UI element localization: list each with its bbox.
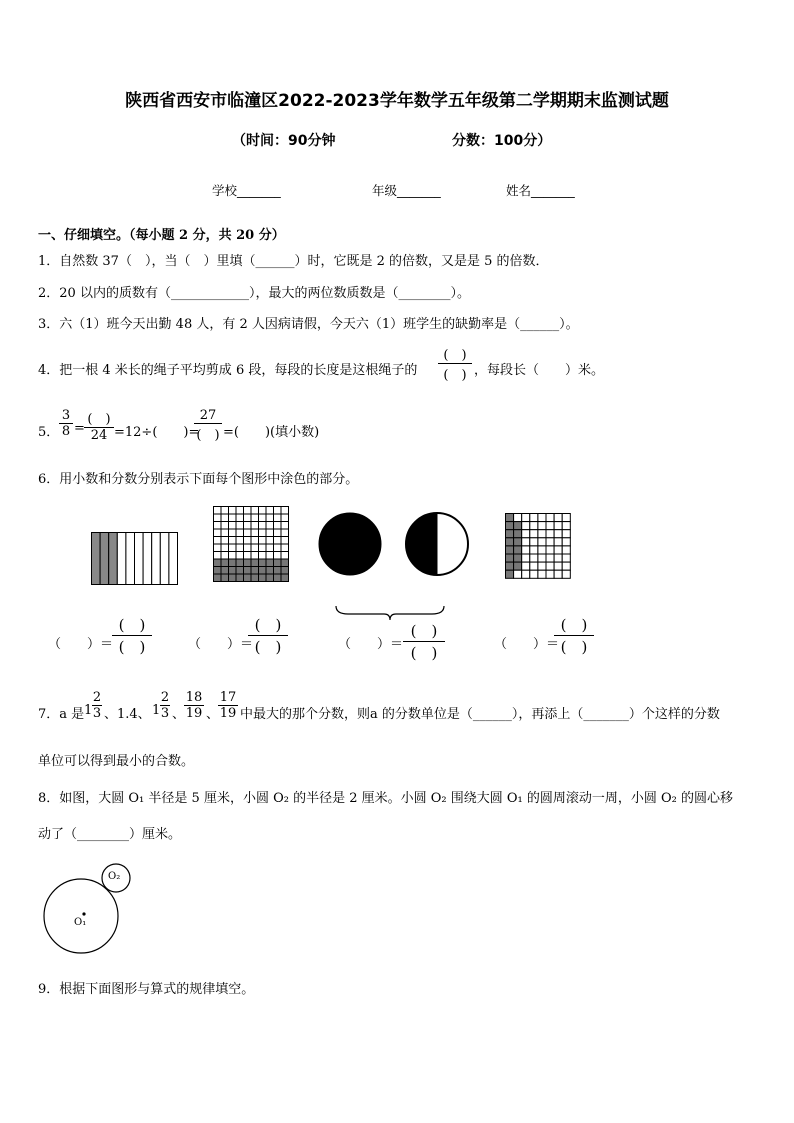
grid-cell	[538, 562, 546, 570]
fraction-den: 3	[160, 706, 170, 721]
answer-blank-1[interactable]: （ ）＝	[48, 637, 114, 652]
grid-cell	[221, 567, 229, 575]
grid-cell	[221, 559, 229, 567]
grid-cell	[538, 538, 546, 546]
grid-cell	[514, 522, 522, 530]
grid-figure-2	[505, 513, 571, 580]
q7-separator-1: 、1.4、	[104, 707, 151, 722]
grid-cell	[251, 552, 259, 560]
grid-cell	[514, 546, 522, 554]
grid-cell	[259, 552, 267, 560]
question-7-label: 7．a 是	[38, 707, 85, 722]
grid-cell	[274, 567, 282, 575]
grid-cell	[274, 559, 282, 567]
grid-cell	[236, 574, 244, 582]
grid-cell	[244, 544, 252, 552]
brace-icon	[334, 604, 446, 620]
grid-figure-1	[213, 506, 289, 582]
grid-cell	[251, 522, 259, 530]
fraction-den: 19	[219, 706, 237, 721]
grid-cell	[266, 544, 274, 552]
grid-cell	[266, 559, 274, 567]
fraction-den: ( )	[410, 644, 438, 662]
grid-cell	[562, 562, 570, 570]
grid-cell	[266, 574, 274, 582]
grid-cell	[221, 574, 229, 582]
grid-cell	[266, 567, 274, 575]
grid-cell	[554, 522, 562, 530]
grid-cell	[214, 529, 222, 537]
grid-cell	[546, 530, 554, 538]
grid-cell	[259, 544, 267, 552]
grid-cell	[274, 529, 282, 537]
grid-cell	[538, 522, 546, 530]
stripe-cell	[152, 533, 161, 585]
stripe-cell	[126, 533, 135, 585]
circles-diagram	[40, 858, 140, 962]
grid-cell	[562, 570, 570, 578]
grid-cell	[236, 514, 244, 522]
answer-blank-4[interactable]: （ ）＝	[494, 637, 560, 652]
grid-cell	[514, 514, 522, 522]
grid-cell	[229, 514, 237, 522]
grid-cell	[514, 570, 522, 578]
answer-fraction-4[interactable]	[554, 614, 594, 657]
grid-cell	[554, 538, 562, 546]
full-shaded-circle	[319, 513, 381, 575]
grid-cell	[259, 559, 267, 567]
grid-cell	[244, 537, 252, 545]
grid-cell	[229, 544, 237, 552]
question-9: 9．根据下面图形与算式的规律填空。	[38, 982, 255, 997]
grid-cell	[281, 522, 289, 530]
q7-fraction-2	[160, 690, 170, 721]
q5-tail: =( )(填小数)	[223, 425, 320, 440]
stripe-cell	[169, 533, 178, 585]
grid-cell	[266, 537, 274, 545]
q7-fraction-1	[92, 690, 102, 721]
grid-cell	[546, 546, 554, 554]
grid-cell	[522, 570, 530, 578]
grid-cell	[554, 554, 562, 562]
grid-cell	[546, 570, 554, 578]
grid-cell	[229, 529, 237, 537]
grid-cell	[281, 537, 289, 545]
grid-cell	[229, 537, 237, 545]
grid-cell	[259, 567, 267, 575]
fraction-den: 19	[185, 706, 203, 721]
grid-cell	[259, 514, 267, 522]
fraction-den: 24	[90, 428, 108, 443]
fraction-num: 17	[219, 690, 237, 705]
q5-fraction-2	[84, 408, 114, 443]
grid-cell	[266, 529, 274, 537]
grid-cell	[554, 570, 562, 578]
grid-cell	[538, 530, 546, 538]
q7-fraction-3	[184, 690, 204, 721]
grid-cell	[281, 559, 289, 567]
grid-cell	[274, 574, 282, 582]
half-shaded-circle-fill	[406, 513, 437, 575]
grid-cell	[506, 570, 514, 578]
grid-cell	[522, 554, 530, 562]
grid-cell	[506, 514, 514, 522]
grid-cell	[244, 514, 252, 522]
fraction-num: 18	[185, 690, 203, 705]
grid-cell	[251, 574, 259, 582]
grid-cell	[274, 522, 282, 530]
q5-fraction-3	[194, 408, 222, 443]
page-title: 陕西省西安市临潼区2022-2023学年数学五年级第二学期期末监测试题	[125, 91, 669, 111]
large-circle-o1	[44, 879, 118, 953]
grid-cell	[259, 507, 267, 515]
grid-cell	[244, 574, 252, 582]
grid-cell	[259, 537, 267, 545]
grid-cell	[214, 544, 222, 552]
grid-cell	[266, 522, 274, 530]
question-8-continued: 动了（________）厘米。	[38, 827, 182, 842]
stripe-cell	[160, 533, 169, 585]
grid-cell	[562, 538, 570, 546]
label-o1: O₁	[74, 917, 87, 928]
grid-cell	[214, 507, 222, 515]
circle-figures	[316, 512, 476, 578]
q5-middle: =12÷( )=	[114, 425, 200, 440]
grid-cell	[281, 507, 289, 515]
grid-cell	[562, 554, 570, 562]
grid-cell	[522, 538, 530, 546]
label-o2: O₂	[108, 871, 121, 882]
question-7-continued: 单位可以得到最小的合数。	[38, 754, 195, 769]
fraction-num: ( )	[254, 616, 282, 634]
fraction-den: ( )	[196, 428, 220, 443]
grid-cell	[554, 546, 562, 554]
q4-fraction	[438, 344, 472, 383]
fraction-den: 3	[92, 706, 102, 721]
grid-cell	[546, 514, 554, 522]
grid-cell	[251, 514, 259, 522]
grid-cell	[221, 552, 229, 560]
grid-cell	[214, 522, 222, 530]
grid-cell	[506, 522, 514, 530]
grid-cell	[236, 559, 244, 567]
grid-cell	[530, 530, 538, 538]
grid-cell	[506, 554, 514, 562]
q4-fraction-num: ( )	[443, 348, 467, 363]
q7-fraction-4	[218, 690, 238, 721]
grid-cell	[546, 538, 554, 546]
stripe-cell	[100, 533, 109, 585]
q5-equals: =	[74, 421, 85, 436]
grid-cell	[251, 544, 259, 552]
time-label: （时间：90分钟	[232, 133, 336, 149]
grid-cell	[229, 507, 237, 515]
fraction-num: ( )	[560, 616, 588, 634]
grid-cell	[530, 514, 538, 522]
grid-cell	[530, 546, 538, 554]
grid-cell	[214, 574, 222, 582]
grid-cell	[214, 567, 222, 575]
grid-cell	[281, 529, 289, 537]
grid-cell	[236, 537, 244, 545]
fraction-num: ( )	[410, 622, 438, 640]
score-label: 分数：100分）	[452, 133, 552, 149]
stripe-cell	[135, 533, 144, 585]
grid-cell	[530, 554, 538, 562]
fraction-num: 2	[92, 690, 102, 705]
grid-cell	[244, 522, 252, 530]
grid-cell	[274, 552, 282, 560]
answer-blank-3[interactable]: （ ）＝	[338, 637, 404, 652]
question-5-label: 5．	[38, 425, 60, 440]
q7-whole-2: 1	[152, 703, 161, 718]
grid-cell	[259, 574, 267, 582]
grid-cell	[251, 529, 259, 537]
grid-cell	[229, 567, 237, 575]
fraction-num: ( )	[87, 412, 111, 427]
grid-cell	[259, 529, 267, 537]
grid-cell	[562, 530, 570, 538]
question-4-text: 4．把一根 4 米长的绳子平均剪成 6 段，每段的长度是这根绳子的	[38, 363, 418, 378]
grid-cell	[214, 559, 222, 567]
grid-cell	[554, 530, 562, 538]
grid-cell	[546, 554, 554, 562]
grid-cell	[530, 538, 538, 546]
answer-blank-2[interactable]: （ ）＝	[188, 637, 254, 652]
grid-cell	[229, 552, 237, 560]
grid-cell	[538, 570, 546, 578]
grid-cell	[266, 552, 274, 560]
grid-cell	[522, 546, 530, 554]
fraction-den: ( )	[254, 638, 282, 656]
grid-cell	[530, 562, 538, 570]
grid-cell	[562, 514, 570, 522]
grid-cell	[546, 562, 554, 570]
fraction-den: ( )	[560, 638, 588, 656]
grid-cell	[281, 552, 289, 560]
grid-cell	[229, 559, 237, 567]
fraction-num: 27	[199, 408, 217, 423]
fraction-den: ( )	[118, 638, 146, 656]
grid-cell	[562, 522, 570, 530]
grid-cell	[274, 544, 282, 552]
grid-cell	[562, 546, 570, 554]
grid-cell	[522, 514, 530, 522]
grid-cell	[251, 567, 259, 575]
fraction-num: 2	[160, 690, 170, 705]
answer-fraction-1[interactable]	[112, 614, 152, 657]
grid-cell	[221, 514, 229, 522]
question-8: 8．如图，大圆 O₁ 半径是 5 厘米，小圆 O₂ 的半径是 2 厘米。小圆 O₂ 围绕大圆 O₁ 的圆周滚动一周，小圆 O₂ 的圆心移	[38, 791, 734, 806]
grid-cell	[514, 562, 522, 570]
grid-cell	[538, 514, 546, 522]
grid-cell	[506, 546, 514, 554]
grid-cell	[538, 546, 546, 554]
fraction-num: 3	[61, 408, 71, 423]
grid-cell	[274, 514, 282, 522]
grid-cell	[522, 562, 530, 570]
grid-cell	[506, 530, 514, 538]
answer-fraction-3[interactable]	[403, 620, 445, 663]
grid-cell	[251, 507, 259, 515]
question-2: 2．20 以内的质数有（____________），最大的两位数质数是（________）。	[38, 286, 470, 301]
grid-cell	[221, 537, 229, 545]
grid-cell	[244, 529, 252, 537]
grid-cell	[514, 538, 522, 546]
grid-cell	[244, 507, 252, 515]
grid-cell	[221, 522, 229, 530]
grid-cell	[244, 552, 252, 560]
answer-fraction-2[interactable]	[248, 614, 288, 657]
grid-cell	[236, 552, 244, 560]
grid-cell	[506, 562, 514, 570]
grid-cell	[244, 559, 252, 567]
grid-cell	[530, 570, 538, 578]
stripe-cell	[117, 533, 126, 585]
grade-field[interactable]: 年级_______	[372, 183, 441, 198]
grid-cell	[554, 562, 562, 570]
grid-cell	[506, 538, 514, 546]
q7-separator-2: 、	[172, 707, 186, 722]
q4-fraction-den: ( )	[443, 368, 467, 383]
striped-rectangle-figure	[91, 532, 179, 585]
stripe-cell	[92, 533, 101, 585]
question-1: 1．自然数 37（ ），当（ ）里填（______）时，它既是 2 的倍数，又是是 5 的倍数．	[38, 254, 549, 269]
grid-cell	[514, 530, 522, 538]
grid-cell	[214, 514, 222, 522]
grid-cell	[236, 567, 244, 575]
name-field[interactable]: 姓名_______	[506, 183, 575, 198]
grid-cell	[214, 537, 222, 545]
question-6: 6．用小数和分数分别表示下面每个图形中涂色的部分。	[38, 472, 359, 487]
grid-cell	[274, 507, 282, 515]
question-7-text: 中最大的那个分数，则a 的分数单位是（______），再添上（_______）个这样的分数	[240, 707, 720, 722]
grid-cell	[244, 567, 252, 575]
grid-cell	[281, 574, 289, 582]
grid-cell	[546, 522, 554, 530]
grid-cell	[274, 537, 282, 545]
grid-cell	[259, 522, 267, 530]
q5-fraction-1	[59, 408, 73, 439]
grid-cell	[530, 522, 538, 530]
grid-cell	[538, 554, 546, 562]
grid-cell	[514, 554, 522, 562]
grid-cell	[266, 507, 274, 515]
grid-cell	[221, 529, 229, 537]
grid-cell	[281, 567, 289, 575]
grid-cell	[221, 507, 229, 515]
grid-cell	[522, 522, 530, 530]
grid-cell	[251, 537, 259, 545]
grid-cell	[554, 514, 562, 522]
grid-cell	[236, 544, 244, 552]
grid-cell	[236, 522, 244, 530]
stripe-cell	[143, 533, 152, 585]
grid-cell	[251, 559, 259, 567]
q7-whole-1: 1	[84, 703, 93, 718]
stripe-cell	[109, 533, 118, 585]
grid-cell	[522, 530, 530, 538]
grid-cell	[214, 552, 222, 560]
grid-cell	[281, 544, 289, 552]
center-dot-o1	[82, 912, 85, 915]
school-field[interactable]: 学校_______	[212, 183, 281, 198]
grid-cell	[281, 514, 289, 522]
grid-cell	[221, 544, 229, 552]
grid-cell	[229, 522, 237, 530]
fraction-den: 8	[61, 424, 71, 439]
grid-cell	[229, 574, 237, 582]
question-3: 3．六（1）班今天出勤 48 人，有 2 人因病请假，今天六（1）班学生的缺勤率是（______）。	[38, 317, 579, 332]
fraction-num: ( )	[118, 616, 146, 634]
grid-cell	[236, 529, 244, 537]
question-4-tail: ，每段长（ ）米。	[474, 363, 605, 378]
grid-cell	[266, 514, 274, 522]
q7-separator-3: 、	[206, 707, 220, 722]
grid-cell	[236, 507, 244, 515]
section-heading: 一、仔细填空。（每小题 2 分，共 20 分）	[38, 228, 285, 243]
